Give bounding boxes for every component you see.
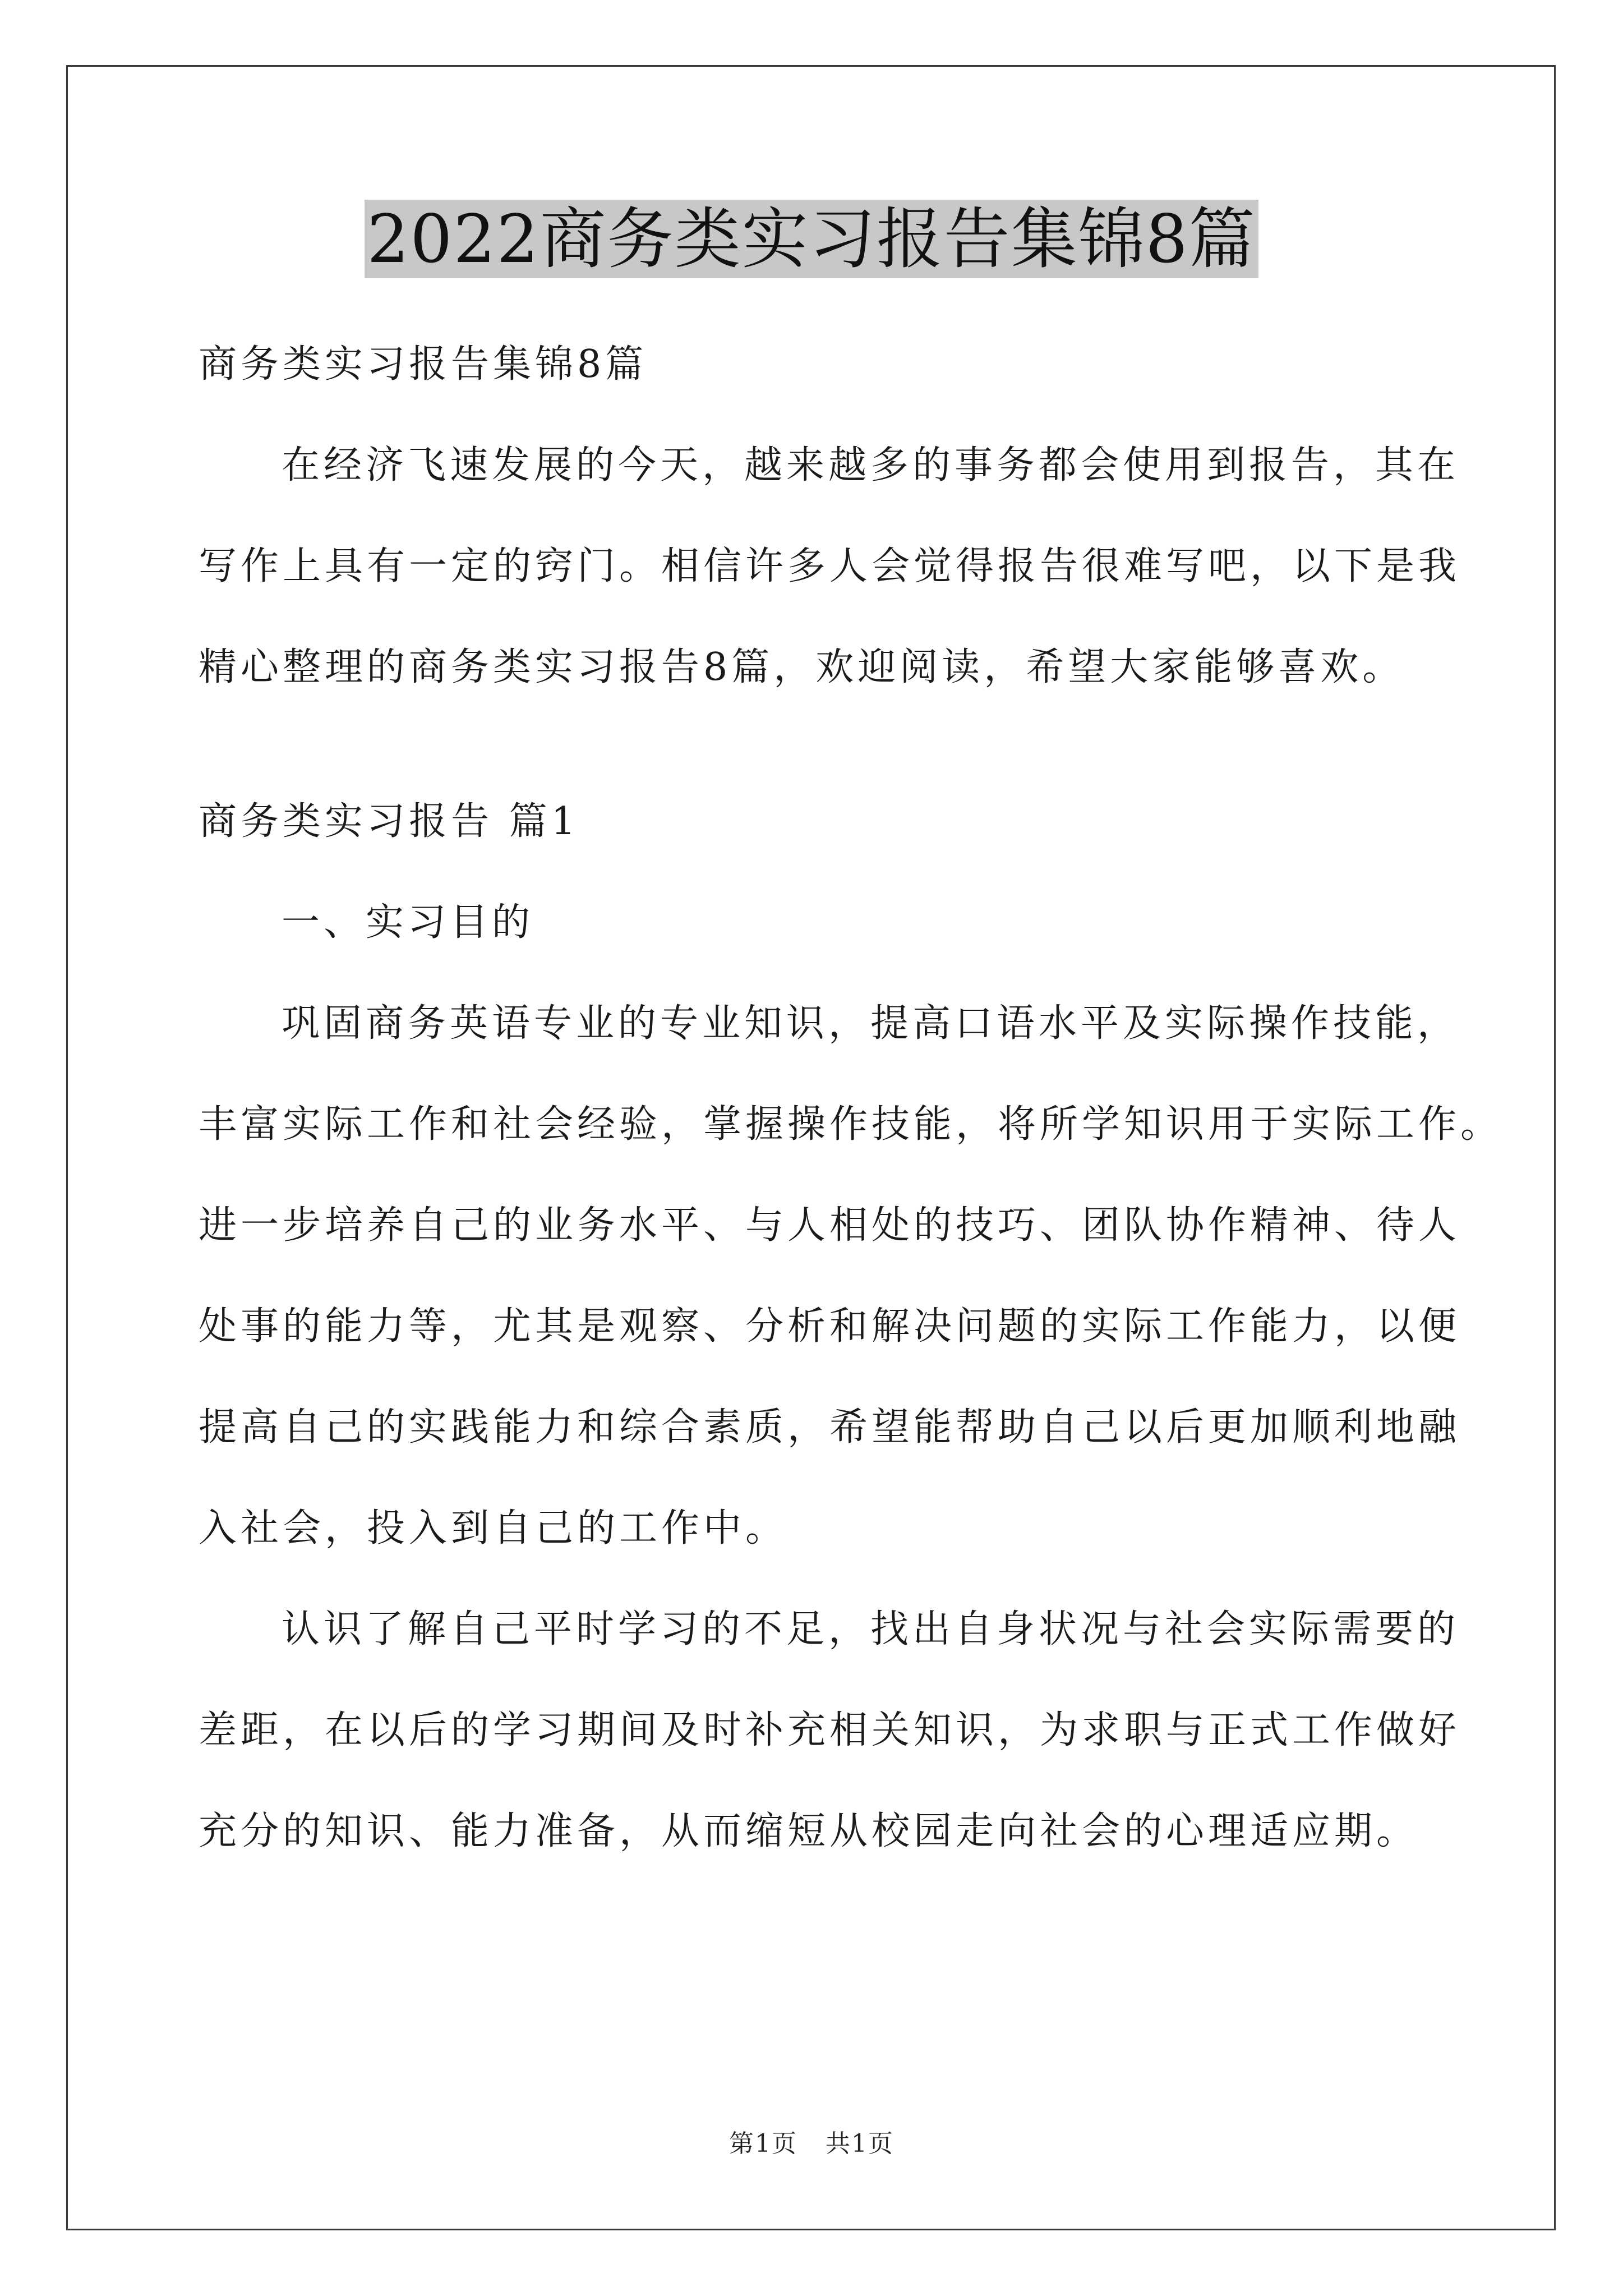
- page-total: 共1页: [826, 2129, 894, 2158]
- document-body: [199, 314, 1503, 1882]
- paragraph-line: 处事的能力等，尤其是观察、分析和解决问题的实际工作能力，以便: [199, 1304, 1461, 1349]
- paragraph-line: 进一步培养自己的业务水平、与人相处的技巧、团队协作精神、待人: [199, 1203, 1461, 1248]
- paragraph-line: 巩固商务英语专业的专业知识，提高口语水平及实际操作技能，: [282, 1001, 1460, 1046]
- paragraph-line: 差距，在以后的学习期间及时补充相关知识，为求职与正式工作做好: [199, 1708, 1461, 1752]
- title-area: [0, 200, 1623, 278]
- paragraph-line: 认识了解自己平时学习的不足，找出自身状况与社会实际需要的: [282, 1607, 1460, 1651]
- intro-line: 在经济飞速发展的今天，越来越多的事务都会使用到报告，其在: [282, 443, 1460, 487]
- section-heading: 商务类实习报告 篇1: [199, 799, 579, 844]
- page-number: 第1页: [729, 2129, 797, 2158]
- document-title: 2022商务类实习报告集锦8篇: [365, 200, 1258, 278]
- paragraph-line: 提高自己的实践能力和综合素质，希望能帮助自己以后更加顺利地融: [199, 1405, 1461, 1450]
- paragraph-line: 充分的知识、能力准备，从而缩短从校园走向社会的心理适应期。: [199, 1809, 1419, 1853]
- subheading: 一、实习目的: [282, 900, 534, 945]
- intro-line: 写作上具有一定的窍门。相信许多人会觉得报告很难写吧，以下是我: [199, 544, 1461, 588]
- paragraph-line: 丰富实际工作和社会经验，掌握操作技能，将所学知识用于实际工作。: [199, 1102, 1503, 1147]
- paragraph-line: 入社会，投入到自己的工作中。: [199, 1506, 788, 1550]
- document-subtitle: 商务类实习报告集锦8篇: [199, 342, 648, 386]
- page-footer: [0, 2123, 1623, 2159]
- intro-line: 精心整理的商务类实习报告8篇，欢迎阅读，希望大家能够喜欢。: [199, 645, 1405, 689]
- spacer: [199, 718, 1432, 771]
